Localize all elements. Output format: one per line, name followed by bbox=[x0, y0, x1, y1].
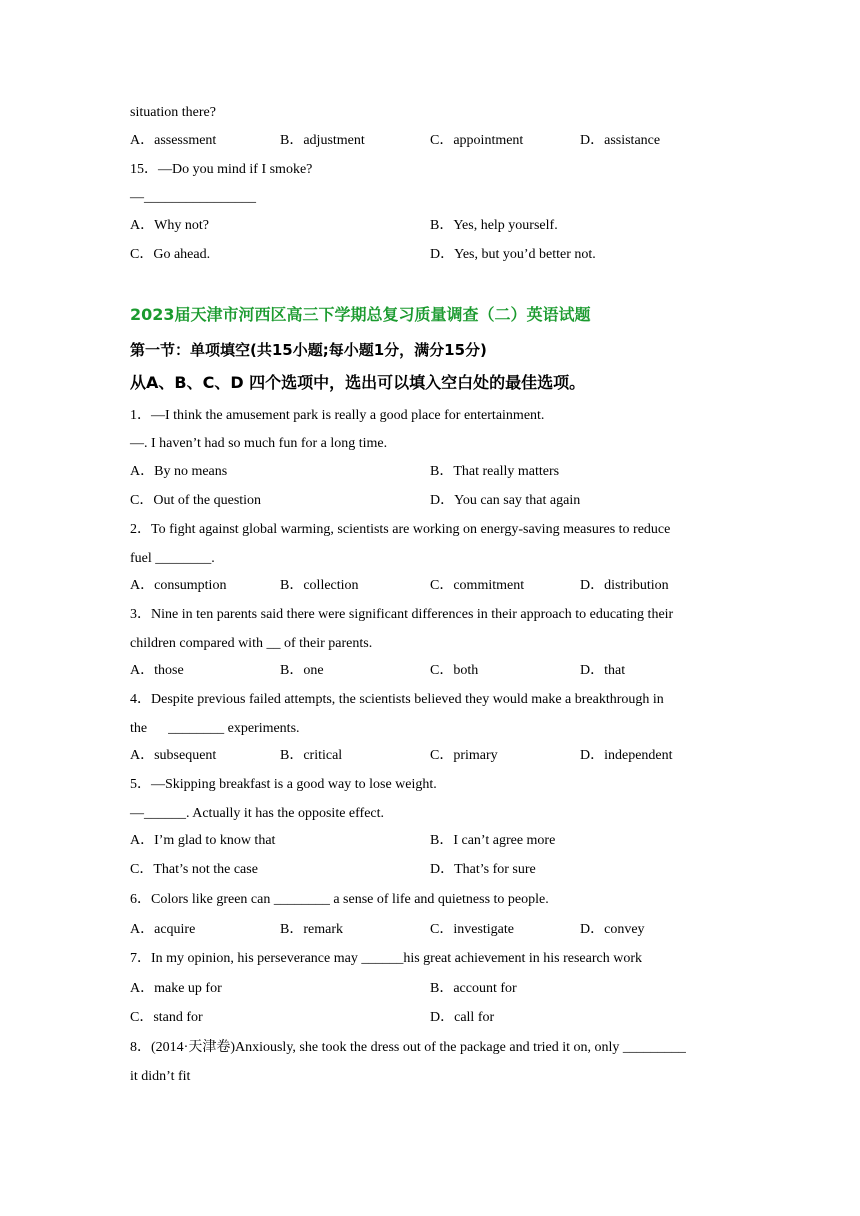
question-line: 4．Despite previous failed attempts, the scientists believed they would make a breakthrough in bbox=[130, 692, 664, 707]
option-c: C．commitment bbox=[430, 578, 525, 593]
option-d: D．convey bbox=[580, 922, 645, 937]
option-a: A．By no means bbox=[130, 464, 228, 479]
option-d: D．independent bbox=[580, 748, 673, 763]
option-b: B．account for bbox=[430, 981, 517, 996]
q15-stem: 15．—Do you mind if I smoke? bbox=[130, 162, 313, 177]
q14-continuation: situation there? bbox=[130, 105, 216, 120]
q15-option-a: A．Why not? bbox=[130, 218, 209, 233]
option-d: D．You can say that again bbox=[430, 493, 581, 508]
option-b: B．one bbox=[280, 663, 324, 678]
question-line: 1．—I think the amusement park is really a good place for entertainment. bbox=[130, 408, 545, 423]
option-a: A．those bbox=[130, 663, 184, 678]
question-line: fuel ________. bbox=[130, 551, 215, 566]
q15-option-c: C．Go ahead. bbox=[130, 247, 211, 262]
q15-answer-blank: —________________ bbox=[130, 190, 256, 205]
question-line: 5．—Skipping breakfast is a good way to lose weight. bbox=[130, 777, 437, 792]
option-b: B．critical bbox=[280, 748, 343, 763]
question-line: 3．Nine in ten parents said there were significant differences in their approach to educating their bbox=[130, 607, 674, 622]
option-c: C．That’s not the case bbox=[130, 862, 258, 877]
q14-option-a: A．assessment bbox=[130, 133, 217, 148]
q14-option-c: C．appointment bbox=[430, 133, 524, 148]
section-instruction: 从A、B、C、D 四个选项中，选出可以填入空白处的最佳选项。 bbox=[130, 373, 586, 392]
q15-option-d: D．Yes, but you’d better not. bbox=[430, 247, 596, 262]
option-c: C．investigate bbox=[430, 922, 514, 937]
option-a: A．subsequent bbox=[130, 748, 217, 763]
option-b: B．collection bbox=[280, 578, 359, 593]
question-line: 8．(2014·天津卷)Anxiously, she took the dress out of the package and tried it on, only _________ bbox=[130, 1040, 686, 1055]
q15-option-b: B．Yes, help yourself. bbox=[430, 218, 558, 233]
question-line: 6．Colors like green can ________ a sense of life and quietness to people. bbox=[130, 892, 549, 907]
question-line: 7．In my opinion, his perseverance may ______his great achievement in his research work bbox=[130, 951, 643, 966]
option-c: C．Out of the question bbox=[130, 493, 262, 508]
option-a: A．make up for bbox=[130, 981, 222, 996]
section-heading: 第一节：单项填空(共15小题;每小题1分，满分15分) bbox=[130, 341, 487, 359]
exam-title: 2023届天津市河西区高三下学期总复习质量调查（二）英语试题 bbox=[130, 305, 591, 324]
option-a: A．I’m glad to know that bbox=[130, 833, 276, 848]
option-d: D．That’s for sure bbox=[430, 862, 536, 877]
option-a: A．acquire bbox=[130, 922, 196, 937]
question-line: —______. Actually it has the opposite effect. bbox=[130, 806, 385, 821]
question-line: 2．To fight against global warming, scientists are working on energy-saving measures to reduce bbox=[130, 522, 671, 537]
option-d: D．distribution bbox=[580, 578, 669, 593]
option-b: B．remark bbox=[280, 922, 343, 937]
question-line: the ________ experiments. bbox=[130, 721, 300, 736]
option-b: B．That really matters bbox=[430, 464, 560, 479]
option-a: A．consumption bbox=[130, 578, 227, 593]
option-c: C．stand for bbox=[130, 1010, 203, 1025]
q14-option-b: B．adjustment bbox=[280, 133, 365, 148]
option-c: C．primary bbox=[430, 748, 498, 763]
question-line: children compared with __ of their parents. bbox=[130, 636, 373, 651]
question-line: it didn’t fit bbox=[130, 1069, 191, 1084]
option-b: B．I can’t agree more bbox=[430, 833, 556, 848]
q14-option-d: D．assistance bbox=[580, 133, 661, 148]
option-c: C．both bbox=[430, 663, 479, 678]
question-line: —. I haven’t had so much fun for a long time. bbox=[130, 436, 388, 451]
option-d: D．that bbox=[580, 663, 626, 678]
option-d: D．call for bbox=[430, 1010, 495, 1025]
